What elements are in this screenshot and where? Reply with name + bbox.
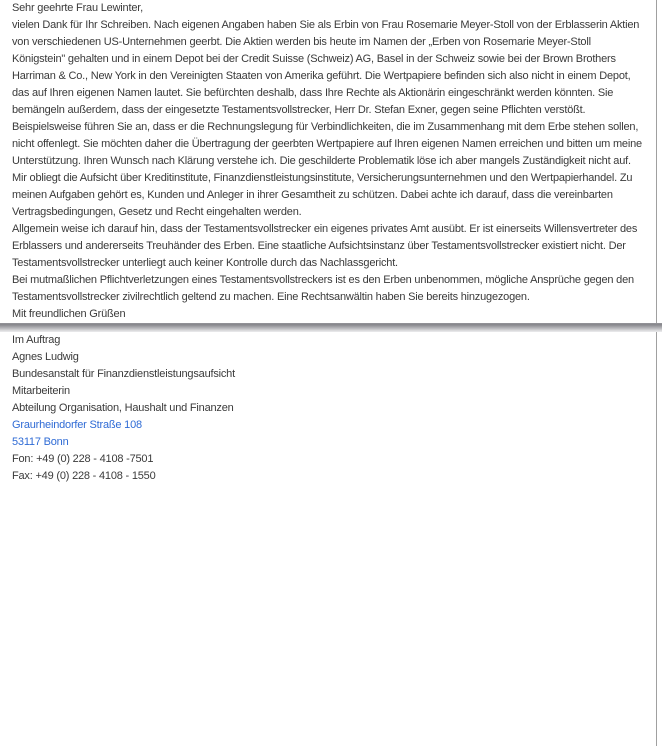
paragraph-legal-recourse: Bei mutmaßlichen Pflichtverletzungen eines Testamentsvollstreckers ist es den Erben unbenommen, mögliche Ansprüche gegen den Testamentsvollstrecker zivilrechtlich geltend zu machen. Eine Rechtsanwältin haben Sie bereits hinzugezogen. [12,274,634,303]
signature-position: Mitarbeiterin [12,385,70,397]
signature-role: Im Auftrag [12,334,61,346]
fax-line: Fax: +49 (0) 228 - 4108 - 1550 [12,470,156,482]
signature-organization: Bundesanstalt für Finanzdienstleistungsaufsicht [12,368,235,380]
signature-block [0,332,662,485]
paragraph-supervision-scope: Mir obliegt die Aufsicht über Kreditinstitute, Finanzdienstleistungsinstitute, Versicherungsunternehmen und den Wertpapierhandel. Zu meinen Aufgaben gehört es, Kunden und Anleger in ihrer Gesamtheit zu schützen. Dabei achte ich darauf, dass die vereinbarten Vertragsbedingungen, Gesetz und Recht eingehalten werden. [12,172,633,218]
signature-department: Abteilung Organisation, Haushalt und Finanzen [12,402,234,414]
address-street-link[interactable]: Graurheindorfer Straße 108 [12,419,142,431]
letter-body [0,0,662,323]
pane-right-border [656,0,657,746]
greeting-line: Sehr geehrte Frau Lewinter, [12,2,143,14]
closing-salutation: Mit freundlichen Grüßen [12,308,126,320]
phone-line: Fon: +49 (0) 228 - 4108 -7501 [12,453,154,465]
address-city-link[interactable]: 53117 Bonn [12,436,69,448]
section-divider [0,323,662,332]
paragraph-executor-office: Allgemein weise ich darauf hin, dass der Testamentsvollstrecker ein eigenes privates Amt ausübt. Er ist einerseits Willensvertreter des Erblassers und andererseits Treuhänder des Erben. Eine staatliche Aufsichtsinstanz über Testamentsvollstrecker existiert nicht. Der Testamentsvollstrecker unterliegt auch keiner Kontrolle durch das Nachlassgericht. [12,223,638,269]
paragraph-heritage-details: vielen Dank für Ihr Schreiben. Nach eigenen Angaben haben Sie als Erbin von Frau Rosemarie Meyer-Stoll von der Erblasserin Aktien von verschiedenen US-Unternehmen geerbt. Die Aktien werden bis heute im Namen der „Erben von Rosemarie Meyer-Stoll Königstein" gehalten und in einem Depot bei der Credit Suisse (Schweiz) AG, Basel in der Schweiz sowie bei der Brown Brothers Harriman & Co., New York in den Vereinigten Staaten von Amerika geführt. Die Wertpapiere befinden sich also nicht in einem Depot, das auf Ihren eigenen Namen lautet. Sie befürchten deshalb, dass Ihre Rechte als Aktionärin eingeschränkt werden könnten. Sie bemängeln außerdem, dass der eingesetzte Testamentsvollstrecker, Herr Dr. Stefan Exner, gegen seine Pflichten verstößt. Beispielsweise führen Sie an, dass er die Rechnungslegung für Verbindlichkeiten, die im Zusammenhang mit dem Erbe stehen sollen, nicht offenlegt. Sie möchten daher die Übertragung der geerbten Wertpapiere auf Ihren eigenen Namen erreichen und bitten um meine Unterstützung. Ihren Wunsch nach Klärung verstehe ich. Die geschilderte Problematik löse ich aber mangels Zuständigkeit nicht auf. [12,19,642,167]
signature-name: Agnes Ludwig [12,351,79,363]
